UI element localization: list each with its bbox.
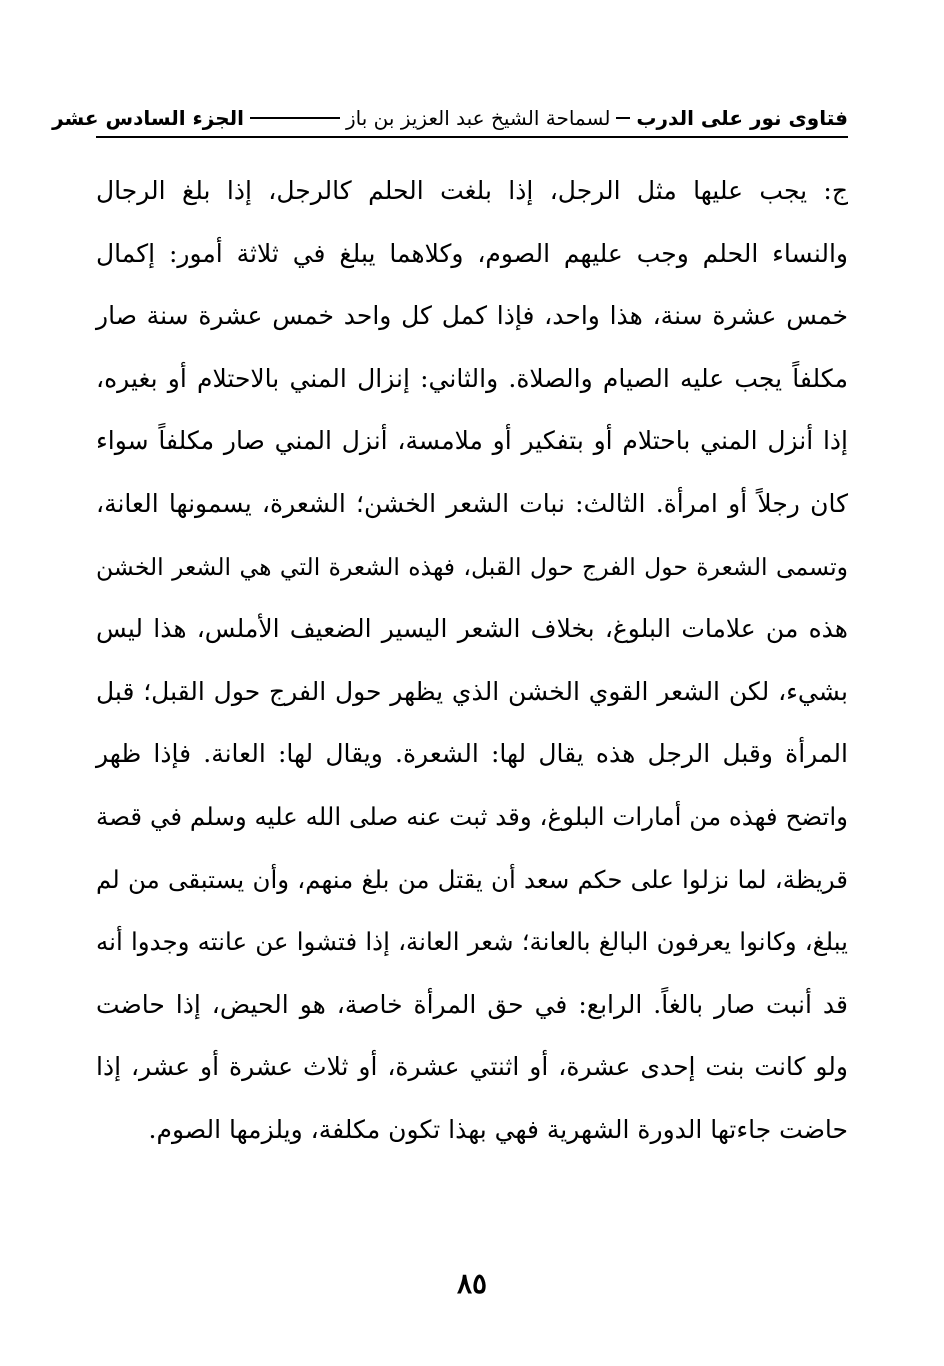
- header-separator-line: [250, 117, 340, 119]
- text-line: قد أنبت صار بالغاً. الرابع: في حق المرأة خاصة، هو الحيض، إذا حاضت: [96, 989, 848, 1019]
- header-author: لسماحة الشيخ عبد العزيز بن باز: [346, 106, 611, 130]
- header-book-info: [244, 105, 848, 131]
- text-line: خمس عشرة سنة، هذا واحد، فإذا كمل كل واحد خمس عشرة سنة صار: [96, 301, 848, 331]
- text-line: بشيء، لكن الشعر القوي الخشن الذي يظهر حول الفرج حول القبل؛ قبل: [96, 676, 848, 706]
- header-volume-info: [52, 105, 244, 131]
- text-line: مكلفاً يجب عليه الصيام والصلاة. والثاني: إنزال المني بالاحتلام أو بغيره،: [96, 363, 848, 393]
- header-volume: الجزء السادس عشر: [52, 106, 244, 130]
- header-book-title: فتاوى نور على الدرب: [636, 106, 848, 130]
- text-line: كان رجلاً أو امرأة. الثالث: نبات الشعر الخشن؛ الشعرة، يسمونها العانة،: [96, 488, 848, 518]
- text-line: قريظة، لما نزلوا على حكم سعد أن يقتل من بلغ منهم، وأن يستبقى من لم: [96, 864, 848, 894]
- text-line: ولو كانت بنت إحدى عشرة، أو اثنتي عشرة، أو ثلاث عشرة أو عشر، إذا: [96, 1052, 848, 1082]
- text-line: هذه من علامات البلوغ، بخلاف الشعر اليسير الضعيف الأملس، هذا ليس: [96, 614, 848, 644]
- text-line: إذا أنزل المني باحتلام أو بتفكير أو ملامسة، أنزل المني صار مكلفاً سواء: [96, 426, 848, 456]
- page-number: ٨٥: [456, 1267, 488, 1300]
- text-line: ج: يجب عليها مثل الرجل، إذا بلغت الحلم كالرجل، إذا بلغ الرجال: [96, 176, 848, 205]
- header-separator-dash: [616, 117, 630, 119]
- answer-text: [96, 160, 848, 1162]
- text-line: والنساء الحلم وجب عليهم الصوم، وكلاهما يبلغ في ثلاثة أمور: إكمال: [96, 238, 848, 268]
- text-line: واتضح فهذه من أمارات البلوغ، وقد ثبت عنه صلى الله عليه وسلم في قصة: [96, 801, 848, 831]
- text-line: وتسمى الشعرة حول الفرج حول القبل، فهذه الشعرة التي هي الشعر الخشن: [96, 552, 848, 581]
- running-header: [52, 100, 848, 138]
- text-line: يبلغ، وكانوا يعرفون البالغ بالعانة؛ شعر العانة، إذا فتشوا عن عانته وجدوا أنه: [96, 927, 848, 957]
- text-line: المرأة وقبل الرجل هذه يقال لها: الشعرة. ويقال لها: العانة. فإذا ظهر: [96, 739, 848, 769]
- text-line: حاضت جاءتها الدورة الشهرية فهي بهذا تكون مكلفة، ويلزمها الصوم.: [148, 1114, 848, 1144]
